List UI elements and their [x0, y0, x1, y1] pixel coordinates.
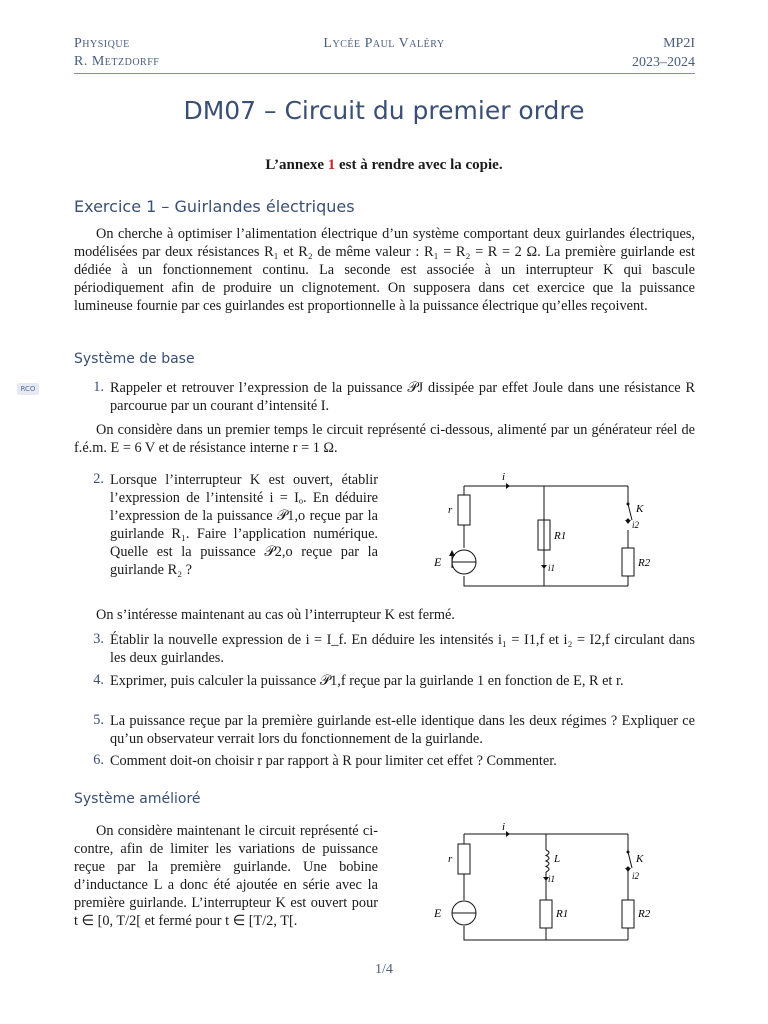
- question-3: Établir la nouvelle expression de i = I_f. En déduire les intensités i₁ = I1,f et i₂ = I2,f circulant dans les deux guirlandes.: [110, 632, 695, 666]
- question-5: La puissance reçue par la première guirlande est-elle identique dans les deux régimes ? Expliquer ce qu’un observateur verrait lors du fonctionnement de la guirlande.: [110, 713, 695, 747]
- label-R2: R2: [638, 557, 651, 569]
- header-school: Lycée Paul Valéry: [323, 36, 445, 51]
- label-i: i: [502, 822, 506, 833]
- rco-badge: RCO: [17, 383, 39, 395]
- question-number: 1.: [93, 379, 104, 395]
- paragraph-closed: On s’intéresse maintenant au cas où l’interrupteur K est fermé.: [96, 607, 455, 623]
- label-i1: i1: [548, 874, 556, 884]
- circuit-diagram-improved: [420, 822, 680, 944]
- exercise-intro: On cherche à optimiser l’alimentation électrique d’un système comportant deux guirlandes électriques, modélisées par deux résistances R₁ et R₂ de même valeur : R₁ = R₂ = R = 2 Ω. La première guirlande est dédiée à un fonctionnement continu. La seconde est associée à un interrupteur K qui bascule périodiquement afin de produire un clignotement. On supposera dans cet exercice que la puissance lumineuse fournie par ces guirlandes est proportionnelle à la puissance électrique qu’elles reçoivent.: [74, 226, 695, 314]
- label-E: E: [434, 555, 442, 569]
- header-class: MP2I: [663, 36, 695, 51]
- section-title-base: Système de base: [74, 351, 195, 367]
- label-L: L: [554, 853, 561, 865]
- resistor-r2: [622, 548, 634, 576]
- header-year: 2023–2024: [632, 55, 695, 70]
- paragraph-circuit: On considère dans un premier temps le circuit représenté ci-dessous, alimenté par un générateur réel de f.é.m. E = 6 V et de résistance interne r = 1 Ω.: [74, 422, 695, 456]
- switch-k: [628, 504, 632, 520]
- label-R2: R2: [638, 908, 651, 920]
- wires: [464, 486, 628, 586]
- label-K: K: [636, 503, 644, 515]
- header-rule: [74, 73, 695, 74]
- label-i2: i2: [632, 520, 640, 530]
- label-E: E: [434, 906, 442, 920]
- label-K: K: [636, 853, 644, 865]
- question-number: 5.: [93, 712, 104, 728]
- question-6: Comment doit-on choisir r par rapport à R pour limiter cet effet ? Commenter.: [110, 753, 557, 769]
- page-title: DM07 – Circuit du premier ordre: [183, 96, 585, 125]
- resistor-r: [458, 495, 470, 525]
- question-number: 6.: [93, 752, 104, 768]
- annex-note: L’annexe 1 est à rendre avec la copie.: [265, 157, 503, 173]
- label-r: r: [448, 853, 453, 865]
- label-R1: R1: [554, 530, 567, 542]
- circuit-diagram-base: [420, 468, 680, 590]
- paragraph-improved: On considère maintenant le circuit représenté ci-contre, afin de limiter les variations de puissance reçue par la première guirlande. Une bobine d’inductance L a donc été ajoutée en série avec la première guirlande. L’interrupteur K est ouvert pour t ∈ [0, T/2[ et fermé pour t ∈ [T/2, T[.: [74, 823, 378, 929]
- label-r: r: [448, 504, 453, 516]
- question-number: 2.: [93, 471, 104, 487]
- header-subject: Physique: [74, 36, 130, 51]
- annex-link[interactable]: 1: [327, 157, 336, 173]
- label-i2: i2: [632, 871, 640, 881]
- label-R1: R1: [556, 908, 569, 920]
- page-number: 1/4: [375, 962, 393, 977]
- exercise-title: Exercice 1 – Guirlandes électriques: [74, 197, 355, 216]
- question-4: Exprimer, puis calculer la puissance 𝒫1,f reçue par la guirlande 1 en fonction de E, R et r.: [110, 673, 624, 689]
- question-2: Lorsque l’interrupteur K est ouvert, établir l’expression de l’intensité i = Iₒ. En déduire l’expression de la puissance 𝒫1,o reçue par la guirlande R₁. Faire l’application numérique. Quelle est la puissance 𝒫2,o reçue par la guirlande R₂ ?: [110, 472, 378, 578]
- label-i1: i1: [548, 563, 556, 573]
- inductor-l: [546, 850, 549, 872]
- header-author: R. Metzdorff: [74, 54, 160, 69]
- question-1: Rappeler et retrouver l’expression de la puissance 𝒫J dissipée par effet Joule dans une résistance R parcourue par un courant d’intensité I.: [110, 380, 695, 414]
- question-number: 4.: [93, 672, 104, 688]
- label-i: i: [502, 471, 506, 483]
- section-title-improved: Système amélioré: [74, 791, 201, 807]
- question-number: 3.: [93, 631, 104, 647]
